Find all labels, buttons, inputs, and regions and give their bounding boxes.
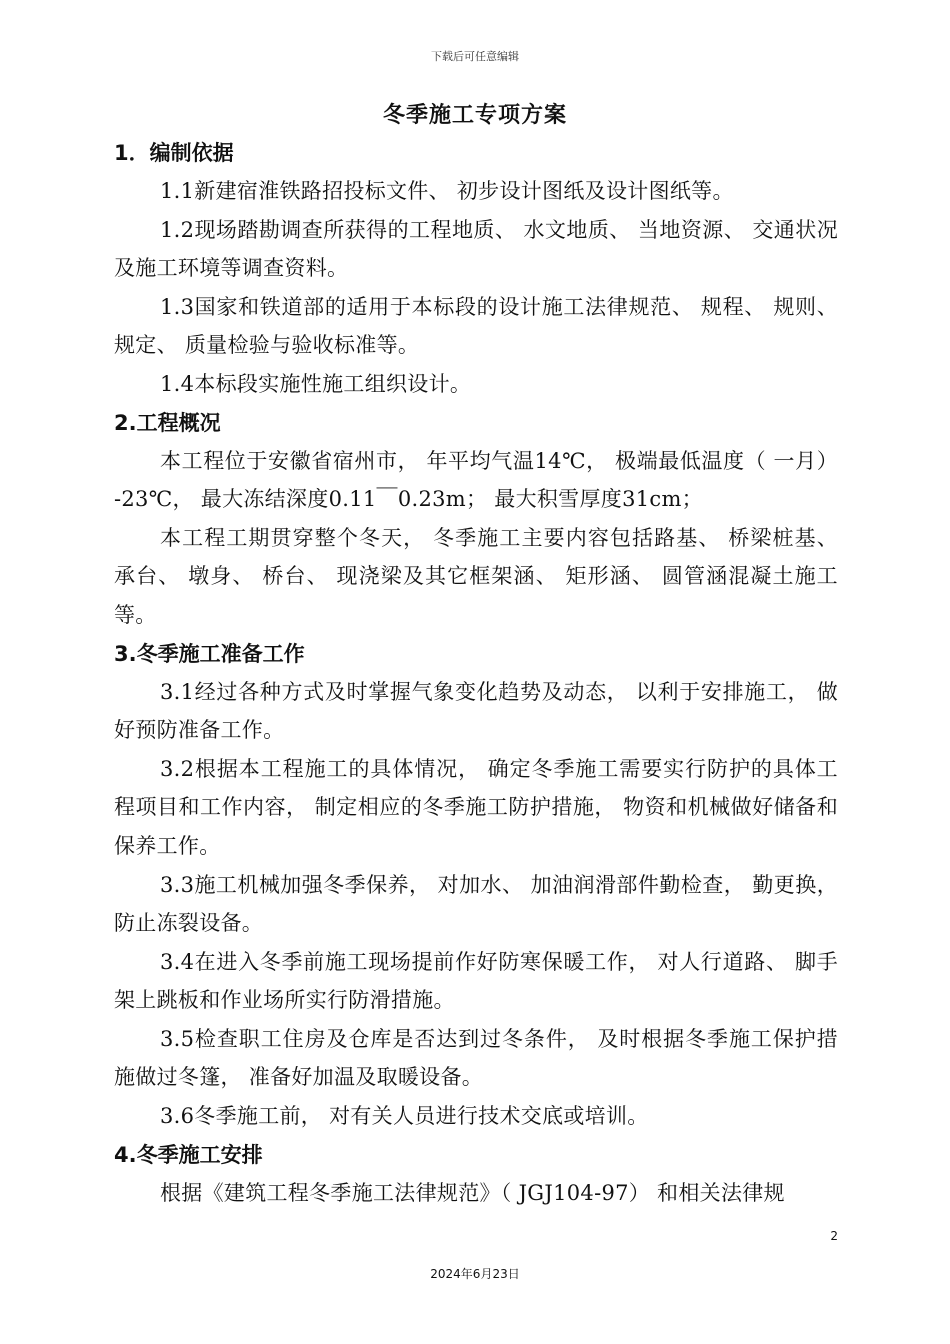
paragraph: 1.3国家和铁道部的适用于本标段的设计施工法律规范、 规程、 规则、 规定、 质量检验与验收标准等。 [114,294,838,358]
paragraph: 本工程工期贯穿整个冬天， 冬季施工主要内容包括路基、 桥梁桩基、 承台、 墩身、 桥台、 现浇梁及其它框架涵、 矩形涵、 圆管涵混凝土施工等。 [114,525,838,627]
paragraph: 3.4在进入冬季前施工现场提前作好防寒保暖工作， 对人行道路、 脚手架上跳板和作业场所实行防滑措施。 [114,949,838,1013]
paragraph: 1.4本标段实施性施工组织设计。 [160,371,472,396]
paragraph: 3.3施工机械加强冬季保养， 对加水、 加油润滑部件勤检查， 勤更换， 防止冻裂设备。 [114,872,838,936]
section-4 [114,1136,838,1213]
paragraph: 3.1经过各种方式及时掌握气象变化趋势及动态， 以利于安排施工， 做好预防准备工作。 [114,679,838,743]
paragraph: 3.5检查职工住房及仓库是否达到过冬条件， 及时根据冬季施工保护措施做过冬篷， 准备好加温及取暖设备。 [114,1026,838,1090]
paragraph: 3.2根据本工程施工的具体情况， 确定冬季施工需要实行防护的具体工程项目和工作内容， 制定相应的冬季施工防护措施， 物资和机械做好储备和保养工作。 [114,756,838,858]
paragraph: 1.2现场踏勘调查所获得的工程地质、 水文地质、 当地资源、 交通状况及施工环境等调查资料。 [114,217,838,281]
section-heading: 4.冬季施工安排 [114,1142,263,1167]
paragraph: 本工程位于安徽省宿州市， 年平均气温14℃， 极端最低温度（ 一月） -23℃， 最大冻结深度0.11￣0.23m； 最大积雪厚度31cm； [114,448,838,512]
paragraph: 3.6冬季施工前， 对有关人员进行技术交底或培训。 [160,1104,649,1129]
section-heading: 3.冬季施工准备工作 [114,641,305,666]
paragraph: 根据《建筑工程冬季施工法律规范》（ JGJ104-97） 和相关法律规 [160,1180,785,1205]
footer-date: 2024年6月23日 [430,1267,520,1281]
section-1 [114,134,838,404]
section-3 [114,635,838,1136]
section-heading: 1．编制依据 [114,141,234,165]
header-note: 下载后可任意编辑 [431,50,519,63]
page-number: 2 [830,1229,838,1243]
document-title: 冬季施工专项方案 [382,103,567,128]
paragraph: 1.1新建宿淮铁路招投标文件、 初步设计图纸及设计图纸等。 [160,179,734,203]
section-heading: 2.工程概况 [114,410,221,435]
section-2 [114,404,838,635]
document-body [114,134,838,1212]
